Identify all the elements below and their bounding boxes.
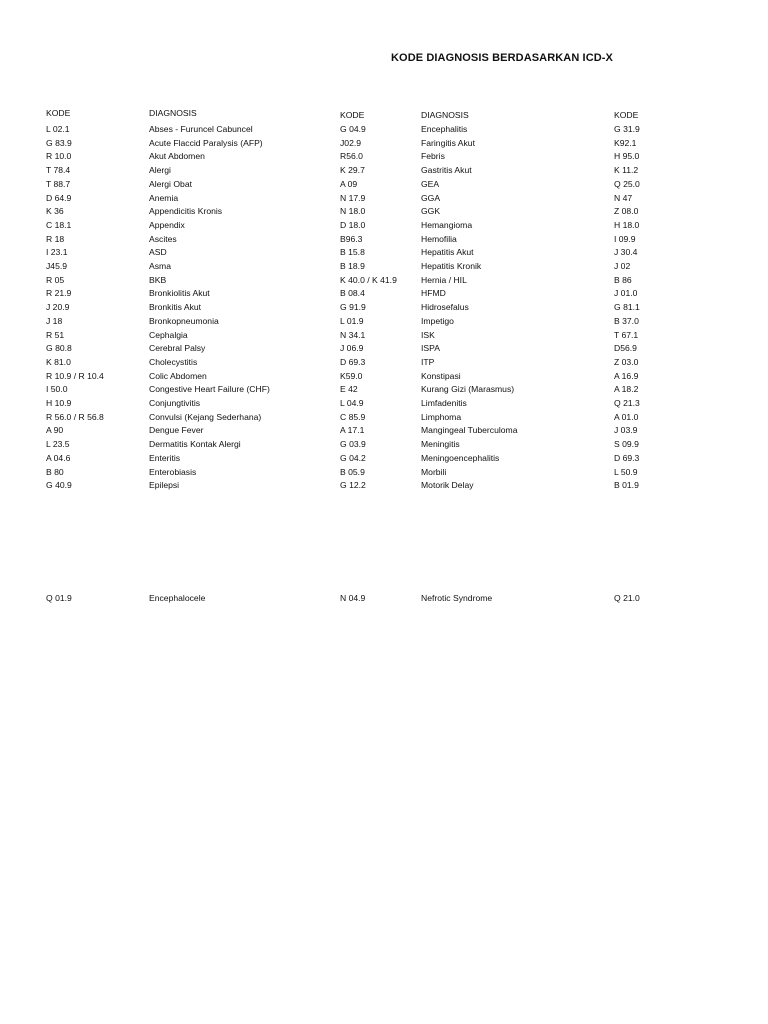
cell-diagnosis-2: ITP bbox=[421, 356, 435, 367]
cell-kode-2: L 01.9 bbox=[340, 315, 364, 326]
cell-extra-diagnosis-2: Nefrotic Syndrome bbox=[421, 593, 493, 603]
cell-kode-1: R 18 bbox=[46, 233, 65, 244]
cell-diagnosis-1: Congestive Heart Failure (CHF) bbox=[149, 384, 270, 395]
cell-diagnosis-2: ISK bbox=[421, 329, 435, 340]
cell-diagnosis-2: Febris bbox=[421, 151, 445, 162]
cell-diagnosis-2: Mangingeal Tuberculoma bbox=[421, 425, 518, 436]
cell-diagnosis-1: Appendix bbox=[149, 219, 185, 230]
cell-diagnosis-1: Abses - Furuncel Cabuncel bbox=[149, 124, 253, 134]
cell-diagnosis-2: Limphoma bbox=[421, 411, 462, 422]
cell-kode-3: B 37.0 bbox=[614, 315, 639, 326]
cell-kode-2: N 17.9 bbox=[340, 192, 366, 203]
cell-diagnosis-2: Motorik Delay bbox=[421, 480, 474, 491]
cell-kode-3: B 86 bbox=[614, 274, 632, 285]
cell-diagnosis-1: Akut Abdomen bbox=[149, 151, 205, 162]
cell-diagnosis-2: Gastritis Akut bbox=[421, 165, 472, 176]
cell-diagnosis-1: Bronkiolitis Akut bbox=[149, 288, 210, 299]
cell-diagnosis-1: Alergi Obat bbox=[149, 178, 192, 189]
cell-kode-1: G 80.8 bbox=[46, 343, 72, 354]
cell-kode-2: B 05.9 bbox=[340, 466, 365, 477]
cell-diagnosis-2: Hepatitis Kronik bbox=[421, 261, 482, 271]
cell-diagnosis-2: Encephalitis bbox=[421, 124, 468, 134]
cell-kode-2: B 08.4 bbox=[340, 288, 365, 299]
cell-kode-3: Z 03.0 bbox=[614, 356, 639, 367]
cell-diagnosis-1: Bronkitis Akut bbox=[149, 302, 202, 313]
cell-kode-2: N 34.1 bbox=[340, 329, 366, 340]
cell-kode-2: J 06.9 bbox=[340, 343, 364, 354]
header-kode-1: KODE bbox=[46, 108, 71, 118]
cell-kode-1: G 40.9 bbox=[46, 480, 72, 491]
cell-kode-3: D 69.3 bbox=[614, 452, 640, 463]
cell-diagnosis-1: Dermatitis Kontak Alergi bbox=[149, 439, 241, 450]
cell-diagnosis-2: HFMD bbox=[421, 288, 446, 299]
cell-diagnosis-2: Morbili bbox=[421, 466, 447, 477]
cell-kode-3: G 31.9 bbox=[614, 124, 640, 134]
cell-kode-3: K92.1 bbox=[614, 137, 637, 148]
cell-kode-2: A 09 bbox=[340, 178, 358, 189]
cell-diagnosis-2: Kurang Gizi (Marasmus) bbox=[421, 384, 515, 395]
cell-diagnosis-1: Alergi bbox=[149, 165, 171, 176]
cell-kode-2: G 03.9 bbox=[340, 439, 366, 450]
cell-kode-1: T 88.7 bbox=[46, 178, 71, 189]
header-kode-3: KODE bbox=[614, 110, 639, 120]
cell-kode-1: I 50.0 bbox=[46, 384, 68, 395]
cell-extra-kode-2: N 04.9 bbox=[340, 593, 366, 603]
cell-kode-3: A 16.9 bbox=[614, 370, 639, 381]
cell-diagnosis-1: Cerebral Palsy bbox=[149, 343, 206, 354]
cell-kode-3: G 81.1 bbox=[614, 302, 640, 313]
cell-kode-3: J 30.4 bbox=[614, 247, 638, 258]
cell-diagnosis-2: ISPA bbox=[421, 343, 440, 354]
cell-kode-2: K 40.0 / K 41.9 bbox=[340, 274, 397, 285]
cell-diagnosis-2: Hemofilia bbox=[421, 233, 457, 244]
cell-kode-1: J 18 bbox=[46, 315, 63, 326]
cell-kode-1: K 81.0 bbox=[46, 356, 71, 367]
header-diagnosis-2: DIAGNOSIS bbox=[421, 110, 469, 120]
cell-diagnosis-2: GEA bbox=[421, 178, 440, 189]
cell-kode-3: A 18.2 bbox=[614, 384, 639, 395]
cell-diagnosis-1: Dengue Fever bbox=[149, 425, 204, 436]
cell-diagnosis-1: Epilepsi bbox=[149, 480, 180, 491]
cell-kode-1: I 23.1 bbox=[46, 247, 68, 258]
cell-kode-3: I 09.9 bbox=[614, 233, 636, 244]
cell-extra-kode-1: Q 01.9 bbox=[46, 593, 72, 603]
cell-diagnosis-1: Enterobiasis bbox=[149, 466, 197, 477]
cell-kode-1: R 10.9 / R 10.4 bbox=[46, 370, 104, 381]
cell-kode-2: B 18.9 bbox=[340, 261, 365, 271]
cell-kode-3: Q 21.3 bbox=[614, 398, 640, 408]
cell-kode-3: J 02 bbox=[614, 261, 631, 271]
cell-diagnosis-2: Limfadenitis bbox=[421, 398, 467, 408]
cell-kode-1: R 56.0 / R 56.8 bbox=[46, 411, 104, 422]
cell-kode-2: N 18.0 bbox=[340, 206, 366, 217]
cell-kode-3: S 09.9 bbox=[614, 439, 639, 450]
cell-diagnosis-2: Impetigo bbox=[421, 315, 454, 326]
cell-kode-2: J02.9 bbox=[340, 137, 362, 148]
cell-diagnosis-1: Asma bbox=[149, 261, 171, 271]
cell-kode-2: C 85.9 bbox=[340, 411, 366, 422]
cell-kode-2: E 42 bbox=[340, 384, 358, 395]
cell-kode-1: R 05 bbox=[46, 274, 65, 285]
cell-kode-2: A 17.1 bbox=[340, 425, 365, 436]
cell-kode-3: Z 08.0 bbox=[614, 206, 639, 217]
cell-diagnosis-2: Meningoencephalitis bbox=[421, 452, 500, 463]
cell-diagnosis-1: BKB bbox=[149, 274, 167, 285]
cell-kode-1: R 21.9 bbox=[46, 288, 72, 299]
cell-kode-1: R 51 bbox=[46, 329, 65, 340]
cell-diagnosis-1: ASD bbox=[149, 247, 167, 258]
cell-diagnosis-1: Acute Flaccid Paralysis (AFP) bbox=[149, 137, 263, 148]
cell-diagnosis-2: Konstipasi bbox=[421, 370, 461, 381]
cell-kode-2: K 29.7 bbox=[340, 165, 365, 176]
cell-diagnosis-2: Hidrosefalus bbox=[421, 302, 469, 313]
cell-kode-1: C 18.1 bbox=[46, 219, 72, 230]
cell-kode-2: B 15.8 bbox=[340, 247, 365, 258]
cell-kode-3: B 01.9 bbox=[614, 480, 639, 491]
cell-kode-3: J 01.0 bbox=[614, 288, 638, 299]
cell-diagnosis-1: Enteritis bbox=[149, 452, 181, 463]
cell-kode-2: K59.0 bbox=[340, 370, 363, 381]
cell-kode-1: K 36 bbox=[46, 206, 64, 217]
cell-kode-2: L 04.9 bbox=[340, 398, 364, 408]
cell-kode-1: T 78.4 bbox=[46, 165, 71, 176]
cell-diagnosis-2: Hemangioma bbox=[421, 219, 473, 230]
page-title: KODE DIAGNOSIS BERDASARKAN ICD-X bbox=[391, 52, 613, 64]
cell-diagnosis-2: GGK bbox=[421, 206, 441, 217]
cell-diagnosis-2: Hepatitis Akut bbox=[421, 247, 474, 258]
cell-kode-2: D 18.0 bbox=[340, 219, 366, 230]
cell-diagnosis-1: Appendicitis Kronis bbox=[149, 206, 223, 217]
cell-kode-1: L 02.1 bbox=[46, 124, 70, 134]
cell-kode-3: H 95.0 bbox=[614, 151, 640, 162]
cell-kode-3: Q 25.0 bbox=[614, 178, 640, 189]
cell-kode-3: H 18.0 bbox=[614, 219, 640, 230]
cell-kode-2: G 04.2 bbox=[340, 452, 366, 463]
cell-kode-1: H 10.9 bbox=[46, 398, 72, 408]
cell-kode-1: R 10.0 bbox=[46, 151, 72, 162]
cell-kode-2: G 04.9 bbox=[340, 124, 366, 134]
cell-kode-2: R56.0 bbox=[340, 151, 363, 162]
cell-kode-3: K 11.2 bbox=[614, 165, 639, 176]
cell-diagnosis-1: Cholecystitis bbox=[149, 356, 198, 367]
cell-kode-3: N 47 bbox=[614, 192, 633, 203]
cell-diagnosis-1: Colic Abdomen bbox=[149, 370, 207, 381]
cell-kode-3: T 67.1 bbox=[614, 329, 639, 340]
header-diagnosis-1: DIAGNOSIS bbox=[149, 108, 197, 118]
cell-diagnosis-2: Meningitis bbox=[421, 439, 460, 450]
cell-kode-3: L 50.9 bbox=[614, 466, 638, 477]
cell-kode-3: J 03.9 bbox=[614, 425, 638, 436]
cell-diagnosis-1: Cephalgia bbox=[149, 329, 188, 340]
header-kode-2: KODE bbox=[340, 110, 365, 120]
cell-diagnosis-2: Hernia / HIL bbox=[421, 274, 467, 285]
cell-diagnosis-1: Convulsi (Kejang Sederhana) bbox=[149, 411, 262, 422]
cell-diagnosis-1: Bronkopneumonia bbox=[149, 315, 219, 326]
cell-kode-1: B 80 bbox=[46, 466, 64, 477]
cell-kode-2: B96.3 bbox=[340, 233, 363, 244]
cell-kode-1: G 83.9 bbox=[46, 137, 72, 148]
cell-diagnosis-2: Faringitis Akut bbox=[421, 137, 475, 148]
cell-kode-1: D 64.9 bbox=[46, 192, 72, 203]
cell-kode-1: A 04.6 bbox=[46, 452, 71, 463]
cell-kode-2: D 69.3 bbox=[340, 356, 366, 367]
cell-diagnosis-1: Conjungtivitis bbox=[149, 398, 201, 408]
cell-kode-1: L 23.5 bbox=[46, 439, 70, 450]
cell-kode-3: A 01.0 bbox=[614, 411, 639, 422]
cell-diagnosis-2: GGA bbox=[421, 192, 441, 203]
cell-kode-1: J 20.9 bbox=[46, 302, 70, 313]
cell-kode-1: A 90 bbox=[46, 425, 64, 436]
cell-extra-kode-3: Q 21.0 bbox=[614, 593, 640, 603]
cell-kode-1: J45.9 bbox=[46, 261, 68, 271]
cell-diagnosis-1: Anemia bbox=[149, 192, 179, 203]
cell-diagnosis-1: Ascites bbox=[149, 233, 177, 244]
cell-kode-2: G 91.9 bbox=[340, 302, 366, 313]
cell-kode-3: D56.9 bbox=[614, 343, 637, 354]
cell-extra-diagnosis-1: Encephalocele bbox=[149, 593, 206, 603]
cell-kode-2: G 12.2 bbox=[340, 480, 366, 491]
